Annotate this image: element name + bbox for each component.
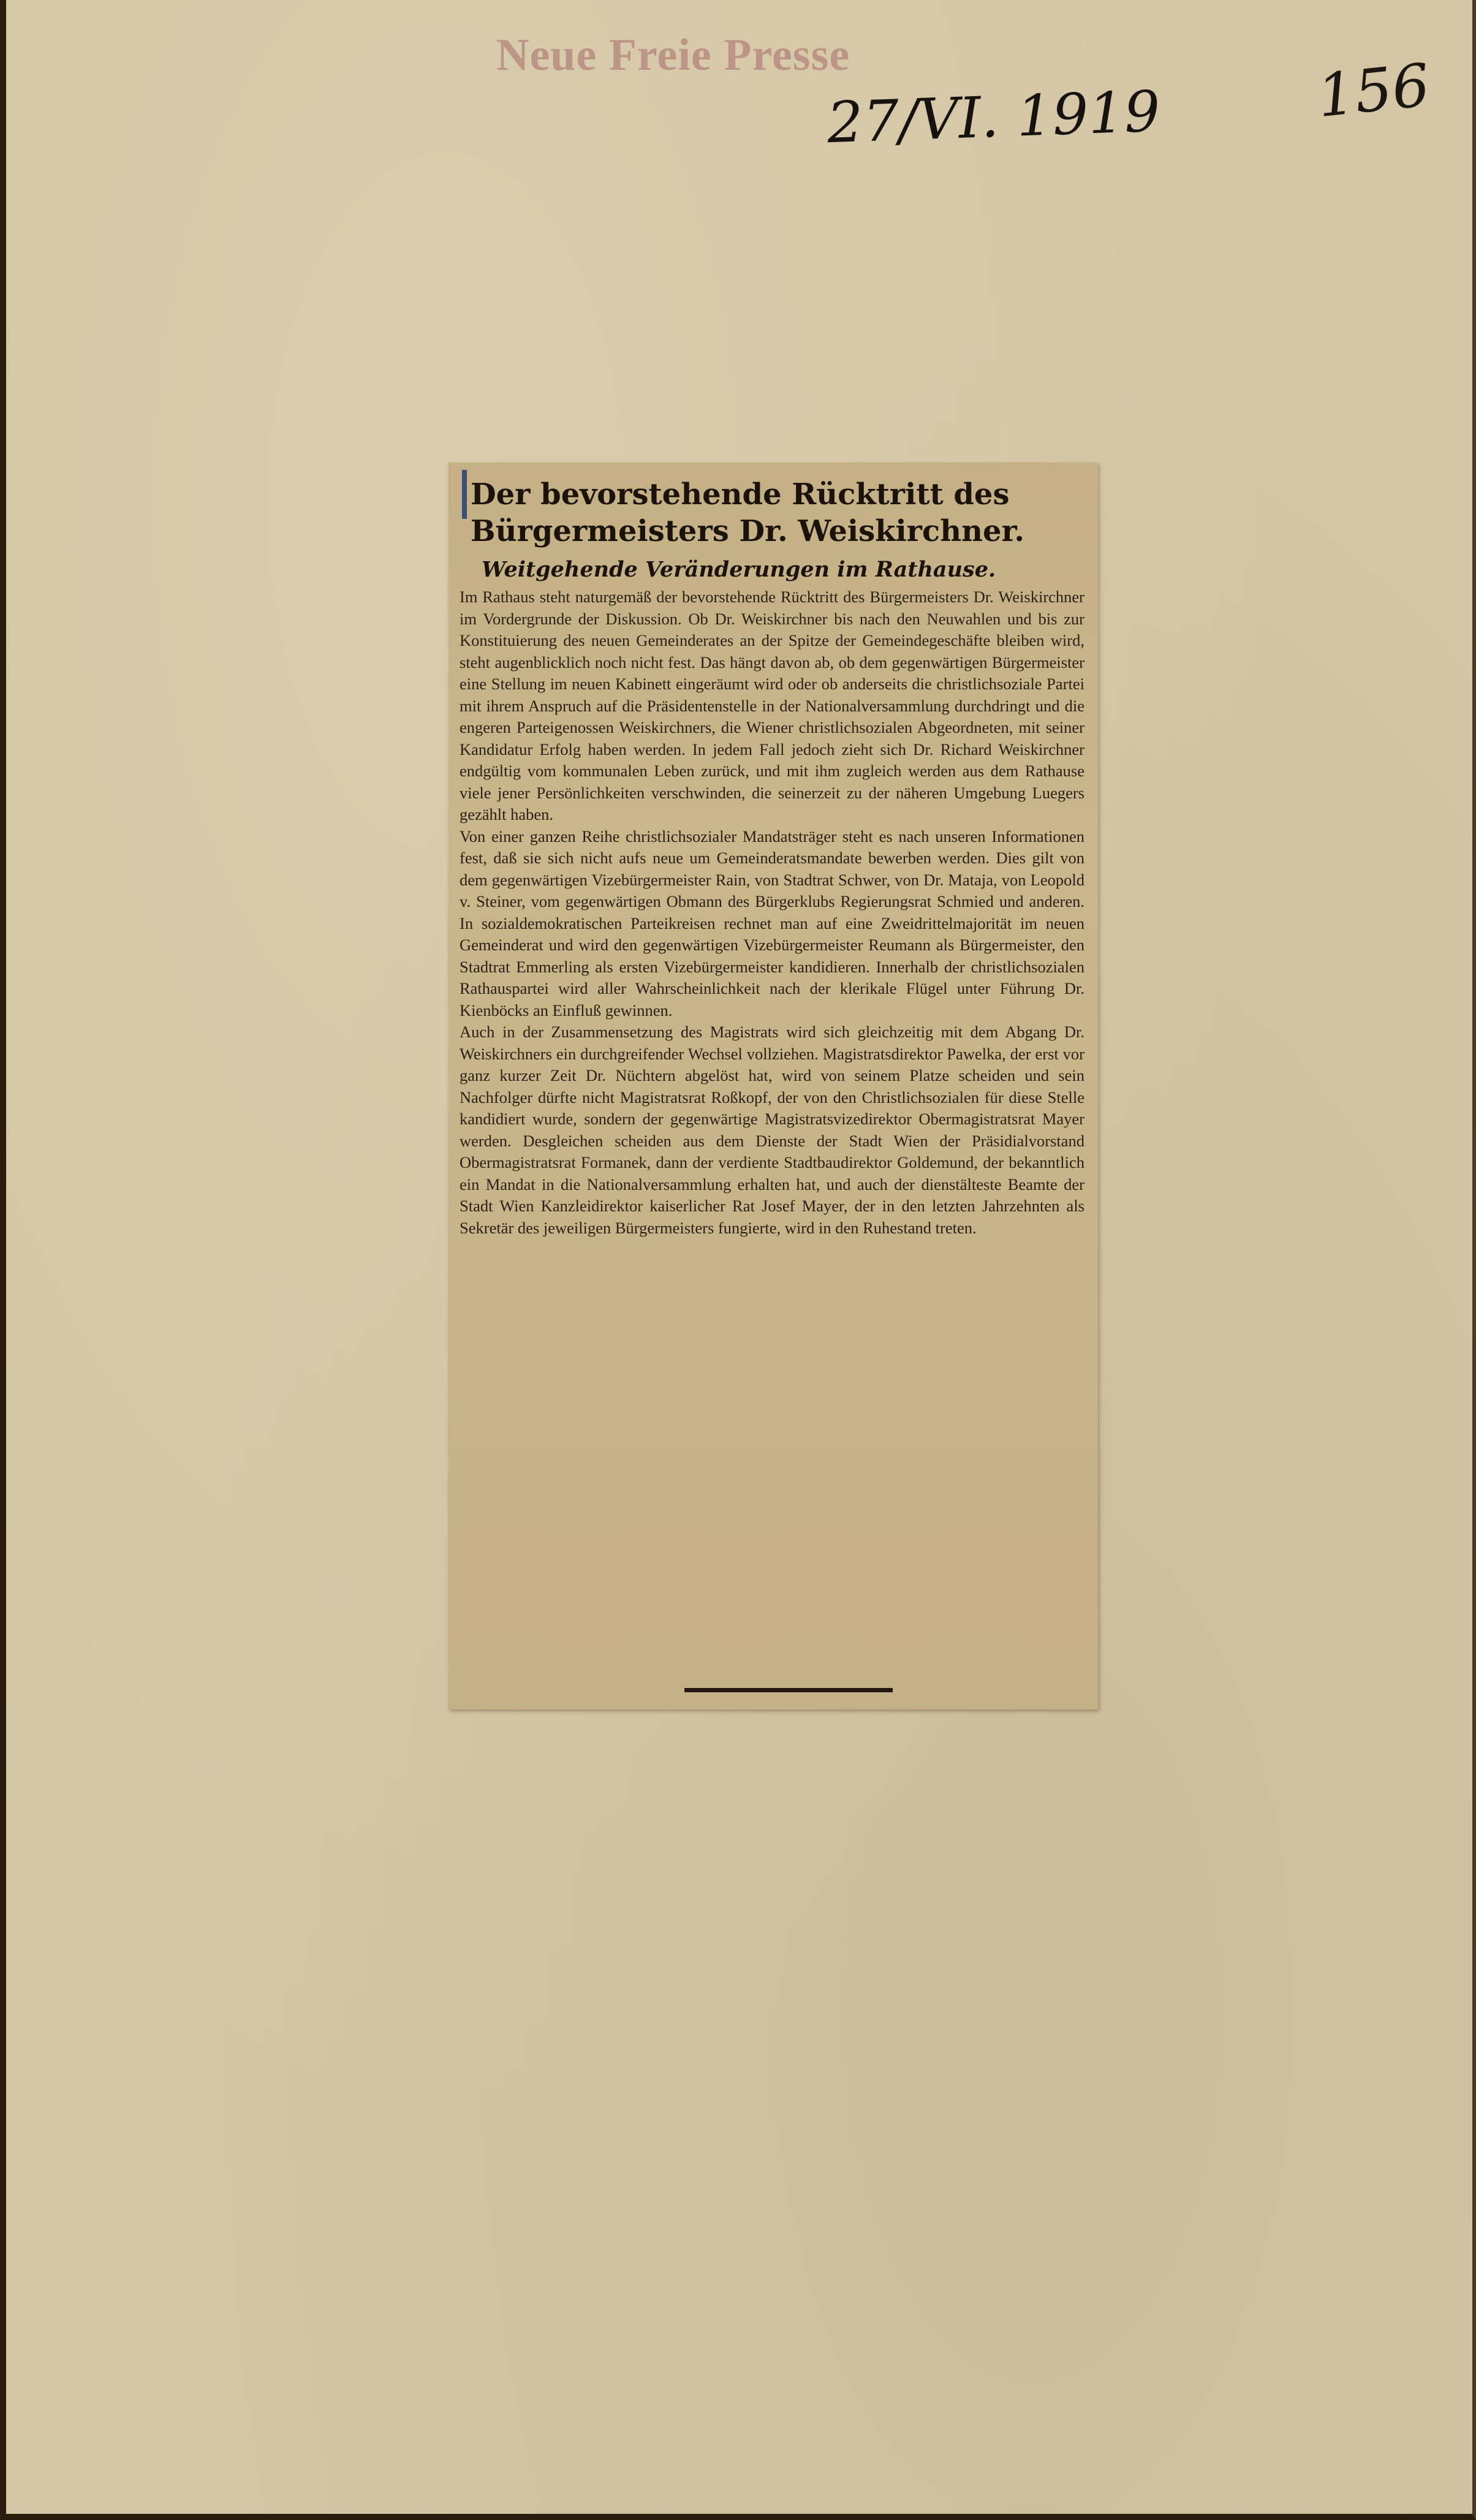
article-paragraph: Auch in der Zusammensetzung des Magistrats wird sich gleichzeitig mit dem Abgang Dr. Weiskirchners ein durchgreifender Wechsel vollziehen. Magistratsdirektor Pawelka, der erst vor ganz kurzer Zeit Dr. Nüchtern abgelöst hat, wird von seinem Platze scheiden und sein Nachfolger dürfte nicht Magistratsrat Roßkopf, der von den Christlichsozialen für diese Stelle kandidiert wurde, sondern der gegenwärtige Magistratsvizedirektor Obermagistratsrat Mayer werden. Desgleichen scheiden aus dem Dienste der Stadt Wien der Präsidialvorstand Obermagistratsrat Formanek, dann der verdiente Stadtbaudirektor Goldemund, der bekanntlich ein Mandat in die Nationalversammlung erhalten hat, und auch der dienstälteste Beamte der Stadt Wien Kanzleidirektor kaiserlicher Rat Josef Mayer, der in den letzten Jahrzehnten als Sekretär des jeweiligen Bürgermeisters fungierte, wird in den Ruhestand treten. (460, 1023, 1084, 1237)
newspaper-clipping (448, 463, 1098, 1709)
end-rule (684, 1688, 893, 1692)
newspaper-stamp: Neue Freie Presse (496, 30, 850, 80)
clipping-edge-mark (462, 470, 467, 519)
article-paragraph: Im Rathaus steht naturgemäß der bevorstehende Rücktritt des Bürgermeisters Dr. Weiskirchner im Vordergrunde der Diskussion. Ob Dr. Weiskirchner bis nach den Neuwahlen und bis zur Konstituierung des neuen Gemeinderates an der Spitze der Gemeindegeschäfte bleiben wird, steht augenblicklich noch nicht fest. Das hängt davon ab, ob dem gegenwärtigen Bürgermeister eine Stellung im neuen Kabinett eingeräumt wird oder ob anderseits die christlichsoziale Partei mit ihrem Anspruch auf die Präsidentenstelle in der Nationalversammlung durchdringt und die engeren Parteigenossen Weiskirchners, die Wiener christlichsozialen Abgeordneten, mit seiner Kandidatur Erfolg haben werden. In jedem Fall jedoch zieht sich Dr. Richard Weiskirchner endgültig vom kommunalen Leben zurück, und mit ihm zugleich werden aus dem Rathause viele jener Persönlichkeiten verschwinden, die seinerzeit zu der näheren Umgebung Luegers gezählt haben. (460, 588, 1084, 823)
article-headline: Der bevorstehende Rücktritt des Bürgermeisters Dr. Weiskirchner. (471, 477, 1025, 548)
article-paragraph: Von einer ganzen Reihe christlichsozialer Mandatsträger steht es nach unseren Informationen fest, daß sie sich nicht aufs neue um Gemeinderatsmandate bewerben werden. Dies gilt von dem gegenwärtigen Vizebürgermeister Rain, von Stadtrat Schwer, von Dr. Mataja, von Leopold v. Steiner, vom gegenwärtigen Obmann des Bürgerklubs Regierungsrat Schmied und anderen. In sozialdemokratischen Parteikreisen rechnet man auf eine Zweidrittelmajorität im neuen Gemeinderat und wird den gegenwärtigen Vizebürgermeister Reumann als Bürgermeister, den Stadtrat Emmerling als ersten Vizebürgermeister kandidieren. Innerhalb der christlichsozialen Rathauspartei wird aller Wahrscheinlichkeit nach der klerikale Flügel unter Führung Dr. Kienböcks an Einfluß gewinnen. (460, 827, 1084, 1020)
article-subheadline: Weitgehende Veränderungen im Rathause. (482, 557, 996, 582)
handwritten-date: 27/VI. 1919 (826, 78, 1162, 156)
folio-number: 156 (1314, 50, 1433, 131)
